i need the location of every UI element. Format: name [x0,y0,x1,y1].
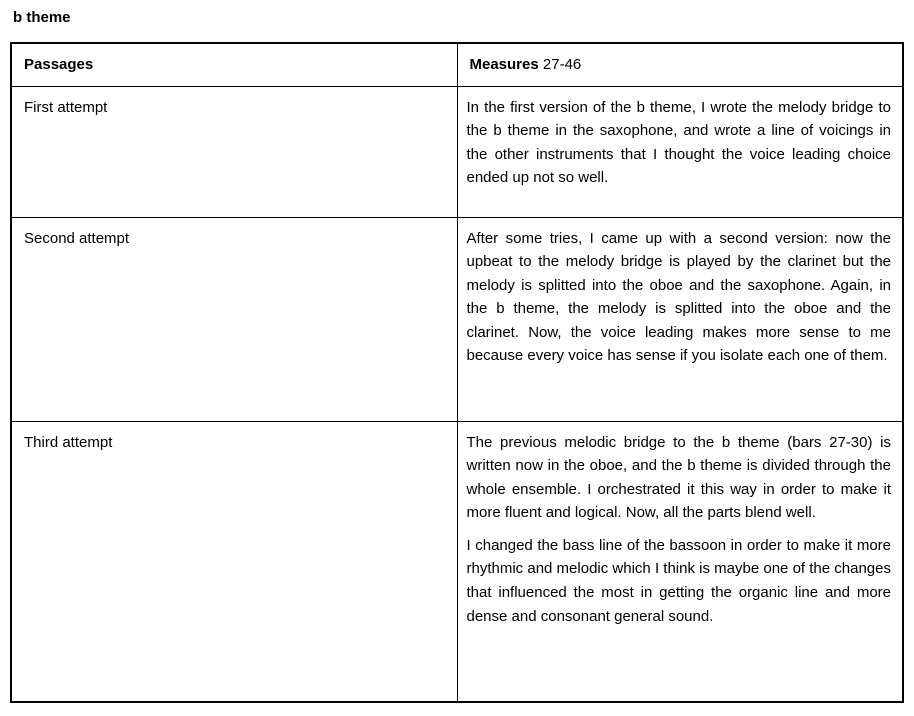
page-title: b theme [13,9,71,26]
description-cell-third-attempt [457,421,903,702]
description-paragraph: I changed the bass line of the bassoon in order to make it more rhythmic and melodic which I think is maybe one of the changes that influenced the most in getting the organic line and more dense and consonant general sound. [466,536,891,625]
header-measures-value: 27-46 [542,56,582,73]
description-paragraph: After some tries, I came up with a second version: now the upbeat to the melody bridge is played by the clarinet but the melody is splitted into the oboe and the saxophone. Again, in the b theme, the melody is splitted into the oboe and the clarinet. Now, the voice leading makes more sense to me because every voice has sense if you isolate each one of them. [466,229,891,365]
passage-label: First attempt [24,98,108,116]
table-row-first-attempt [11,86,903,217]
passage-cell-second-attempt [11,217,457,421]
passage-label: Second attempt [24,229,130,247]
passage-label: Third attempt [24,433,113,451]
description-cell-second-attempt [457,217,903,421]
table-row-third-attempt [11,421,903,702]
table-header-row [11,43,903,86]
header-passages-label: Passages [24,56,94,73]
passage-cell-first-attempt [11,86,457,217]
header-measures-label: Measures [469,56,539,73]
description-cell-first-attempt [457,86,903,217]
table-row-second-attempt [11,217,903,421]
passage-cell-third-attempt [11,421,457,702]
header-cell-passages [11,43,457,86]
description-paragraph: In the first version of the b theme, I wrote the melody bridge to the b theme in the saxophone, and wrote a line of voicings in the other instruments that I thought the voice leading choice ended up not so well. [466,98,891,187]
description-paragraph: The previous melodic bridge to the b theme (bars 27-30) is written now in the oboe, and the b theme is divided through the whole ensemble. I orchestrated it this way in order to make it more fluent and logical. Now, all the parts blend well. [466,433,891,522]
revision-table [10,42,904,703]
header-cell-measures [457,43,903,86]
